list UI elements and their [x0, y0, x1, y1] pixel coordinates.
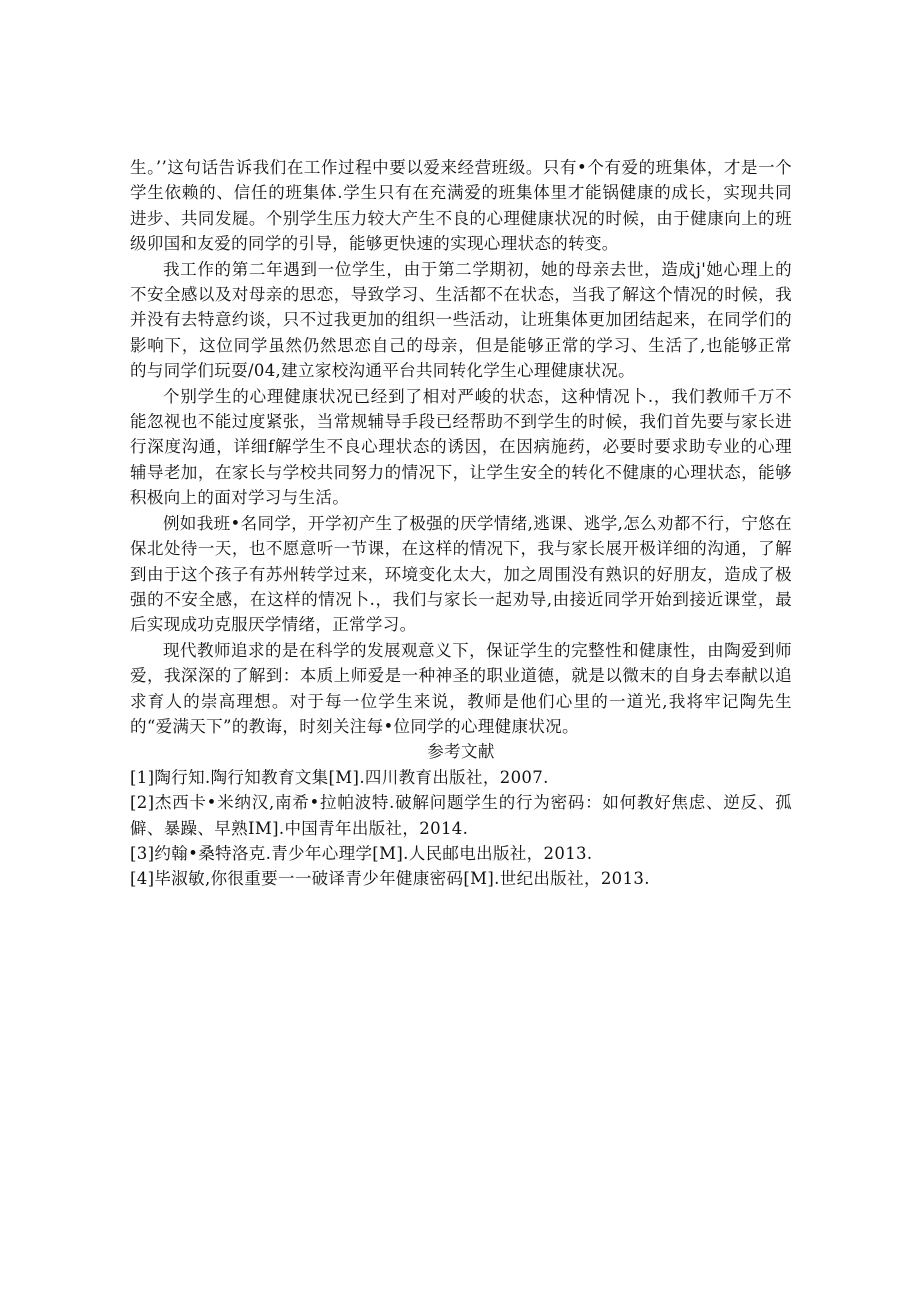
paragraph: 个别学生的心理健康状况已经到了相对严峻的状态，这种情况卜.，我们教师千万不能忽视也不能过度紧张，当常规辅导手段已经帮助不到学生的时候，我们首先要与家长进行深度沟通，详细f解学生不良心理状态的诱因，在因病施药，必要时要求助专业的心理辅导老加，在家长与学校共同努力的情况下，让学生安全的转化不健康的心理状态，能够积极向上的面对学习与生活。: [130, 386, 792, 508]
reference-item: [3]约翰•桑特洛克.青少年心理学[M].人民邮电出版社，2013.: [130, 843, 593, 863]
references-section: [130, 739, 792, 891]
reference-item: [1]陶行知.陶行知教育文集[M].四川教育出版社，2007.: [130, 767, 549, 787]
paragraph: 现代教师追求的是在科学的发展观意义下，保证学生的完整性和健康性，由陶爱到师爱，我深深的了解到：本质上师爱是一种神圣的职业道德，就是以微末的自身去奉献以追求育人的崇高理想。对于每一位学生来说，教师是他们心里的一道光,我将牢记陶先生的“爱满天下”的教诲，时刻关注每•位同学的心理健康状况。: [130, 640, 792, 736]
paragraph: 我工作的第二年遇到一位学生，由于第二学期初，她的母亲去世，造成j'她心理上的不安全感以及对母亲的思恋，导致学习、生活都不在状态，当我了解这个情况的时候，我并没有去特意约谈，只不过我更加的组织一些活动，让班集体更加团结起来，在同学们的影响下，这位同学虽然仍然思恋自己的母亲，但是能够正常的学习、生活了,也能够正常的与同学们玩耍/04,建立家校沟通平台共同转化学生心理健康状况。: [130, 259, 792, 381]
reference-item: [2]杰西卡•米纳汉,南希•拉帕波特.破解问题学生的行为密码：如何教好焦虑、逆反、孤僻、暴躁、早熟IM].中国青年出版社，2014.: [130, 793, 792, 838]
paragraph: 生。’’这句话告诉我们在工作过程中要以爱来经营班级。只有•个有爱的班集体，才是一个学生依赖的、信任的班集体.学生只有在充满爱的班集体里才能锅健康的成长，实现共同进步、共同发屣。个别学生压力较大产生不良的心理健康状况的时候，由于健康向上的班级卯国和友爱的同学的引导，能够更快速的实现心理状态的转变。: [130, 158, 792, 254]
reference-item: [4]毕淑敏,你很重要一一破译青少年健康密码[M].世纪出版社，2013.: [130, 869, 650, 889]
document-page: [130, 155, 792, 892]
references-title: 参考文献: [427, 742, 495, 762]
references-list: [130, 765, 792, 892]
paragraph: 例如我班•名同学，开学初产生了极强的厌学情绪,逃课、逃学,怎么劝都不行，宁悠在保北处待一天，也不愿意听一节课，在这样的情况下，我与家长展开极详细的沟通，了解到由于这个孩子有苏州转学过来，环境变化太大，加之周围没有熟识的好朋友，造成了极强的不安全感，在这样的情况卜.，我们与家长一起劝导,由接近同学开始到接近课堂，最后实现成功克服厌学情绪，正常学习。: [130, 513, 792, 635]
body-text: [130, 155, 792, 739]
